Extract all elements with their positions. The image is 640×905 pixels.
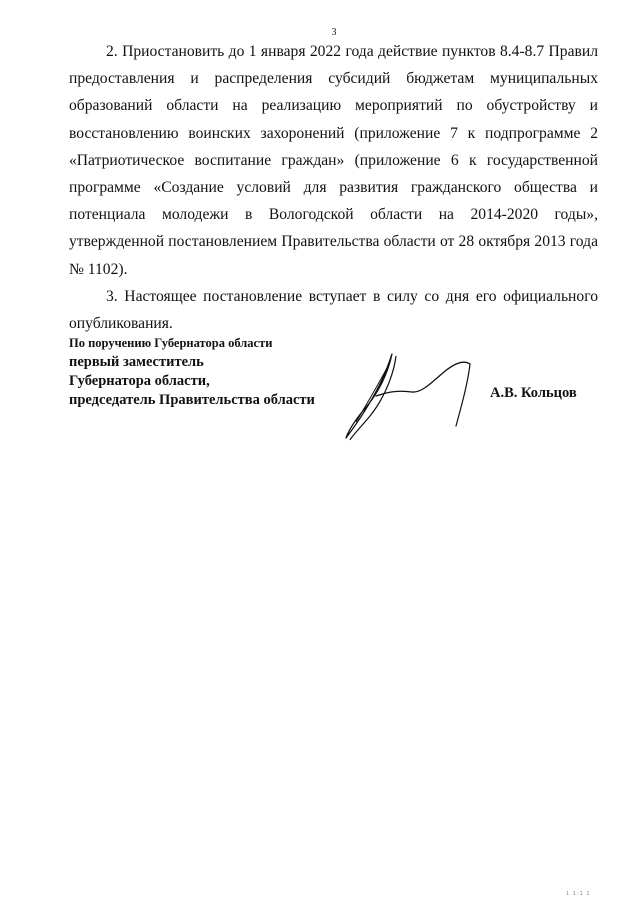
footer-mark: 1 1:1 1 (566, 891, 591, 897)
signatory-title-line-3: председатель Правительства области (69, 392, 315, 408)
handwritten-signature (340, 352, 480, 442)
document-body (69, 38, 598, 337)
paragraph-3: 3. Настоящее постановление вступает в силу со дня его официального опубликования. (69, 287, 598, 333)
paragraph-2: 2. Приостановить до 1 января 2022 года действие пунктов 8.4-8.7 Правил предоставления и распределения субсидий бюджетам муниципальных образований области на реализацию мероприятий по обустройству и восстановлению воинских захоронений (приложение 7 к подпрограмме 2 «Патриотическое воспитание граждан» (приложение 6 к государственной программе «Создание условий для развития гражданского общества и потенциала молодежи в Вологодской области на 2014-2020 годы», утвержденной постановлением Правительства области от 28 октября 2013 года № 1102). (69, 43, 598, 278)
signature-block (69, 333, 315, 410)
signatory-authority-line: По поручению Губернатора области (69, 336, 273, 350)
signatory-name: А.В. Кольцов (490, 385, 577, 401)
signatory-title-line-2: Губернатора области, (69, 373, 210, 389)
page-number: 3 (331, 27, 337, 38)
signatory-title-line-1: первый заместитель (69, 354, 204, 370)
